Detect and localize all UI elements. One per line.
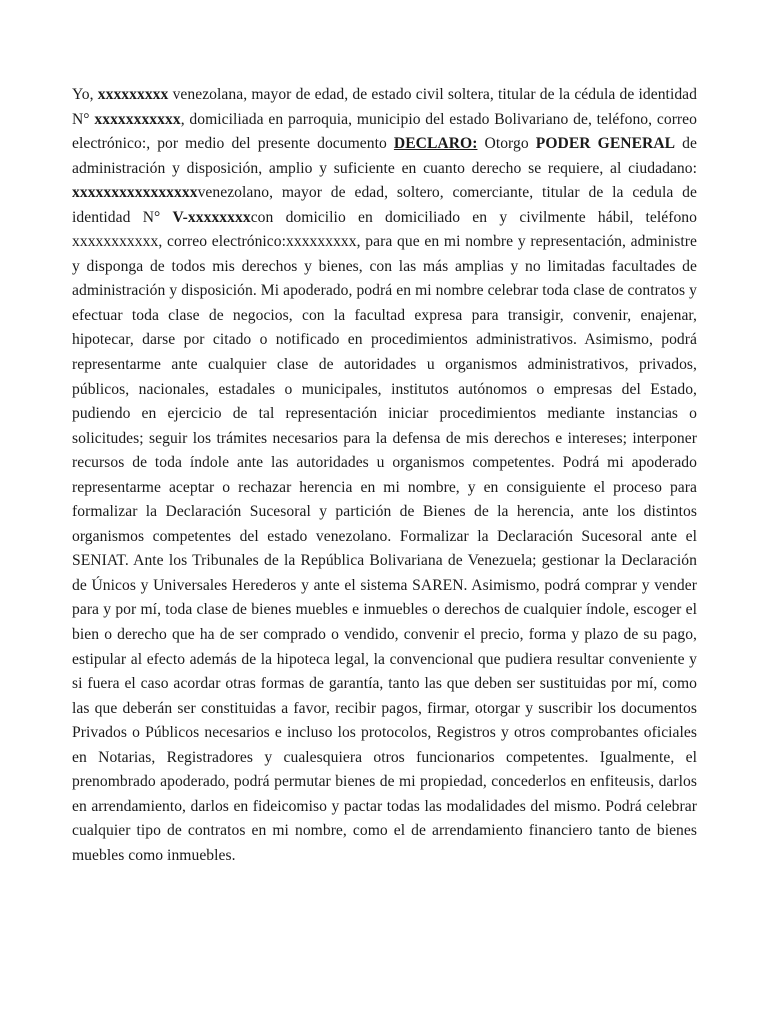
text-run: Yo, bbox=[72, 86, 98, 103]
text-run: venezolana, mayor de edad, de estado civil soltera, titular de la cédula de identidad N° bbox=[72, 86, 697, 128]
grantor-name-placeholder: xxxxxxxxx bbox=[97, 86, 169, 103]
declaro-heading-wrap bbox=[394, 135, 478, 152]
text-run: de administración y disposición, amplio y suficiente en cuanto derecho se requiere, al ciudadano: bbox=[72, 135, 697, 177]
attorney-id-placeholder: V-xxxxxxxx bbox=[172, 208, 251, 226]
declaro-heading: DECLARO: bbox=[393, 135, 478, 153]
text-run: venezolano, mayor de edad, soltero, comerciante, titular de la cedula de identidad N° bbox=[72, 184, 697, 226]
text-run: Otorgo bbox=[477, 135, 536, 153]
text-run: , domiciliada en parroquia, municipio del estado Bolivariano de, teléfono, correo electrónico:, por medio del presente documento bbox=[72, 110, 697, 153]
text-run: con domicilio en domiciliado en y civilmente hábil, teléfono xxxxxxxxxxx, correo electrónico:xxxxxxxxx, para que en mi nombre y representación, administre y disponga de todos mis derechos y bienes, con las más amplias y no limitadas facultades de administración y disposición. Mi apoderado, podrá en mi nombre celebrar toda clase de contratos y efectuar toda clase de negocios, con la facultad expresa para transigir, convenir, enajenar, hipotecar, darse por citado o notificado en procedimientos administrativos. Asimismo, podrá representarme ante cualquier clase de autoridades u organismos administrativos, privados, públicos, nacionales, estadales o municipales, institutos autónomos o empresas del Estado, pudiendo en ejercicio de tal representación iniciar procedimientos mediante instancias o solicitudes; seguir los trámites necesarios para la defensa de mis derechos e intereses; interponer recursos de toda índole ante las autoridades u organismos competentes. Podrá mi apoderado representarme aceptar o rechazar herencia en mi nombre, y en consiguiente el proceso para formalizar la Declaración Sucesoral y partición de Bienes de la herencia, ante los distintos organismos competentes del estado venezolano. Formalizar la Declaración Sucesoral ante el SENIAT. Ante los Tribunales de la República Bolivariana de Venezuela; gestionar la Declaración de Únicos y Universales Herederos y ante el sistema SAREN. Asimismo, podrá comprar y vender para y por mí, toda clase de bienes muebles e inmuebles o derechos de cualquier índole, escoger el bien o derecho que ha de ser comprado o vendido, convenir el precio, forma y plazo de su pago, estipular al efecto además de la hipoteca legal, la convencional que pudiera resultar conveniente y si fuera el caso acordar otras formas de garantía, tanto las que deben ser sustituidas por mí, como las que deberán ser constituidas a favor, recibir pagos, firmar, otorgar y suscribir los documentos Privados o Públicos necesarios e incluso los protocolos, Registros y otros comprobantes oficiales en Notarias, Registradores y cualesquiera otros funcionarios competentes. Igualmente, el prenombrado apoderado, podrá permutar bienes de mi propiedad, concederlos en enfiteusis, darlos en arrendamiento, darlos en fideicomiso y pactar todas las modalidades del mismo. Podrá celebrar cualquier tipo de contratos en mi nombre, como el de arrendamiento financiero tanto de bienes muebles como inmuebles. bbox=[72, 208, 697, 864]
power-of-attorney-paragraph bbox=[72, 83, 697, 869]
grantor-id-placeholder: xxxxxxxxxxx bbox=[94, 110, 181, 128]
attorney-name-placeholder: xxxxxxxxxxxxxxxx bbox=[72, 184, 198, 202]
poder-general-label: PODER GENERAL bbox=[535, 135, 676, 153]
